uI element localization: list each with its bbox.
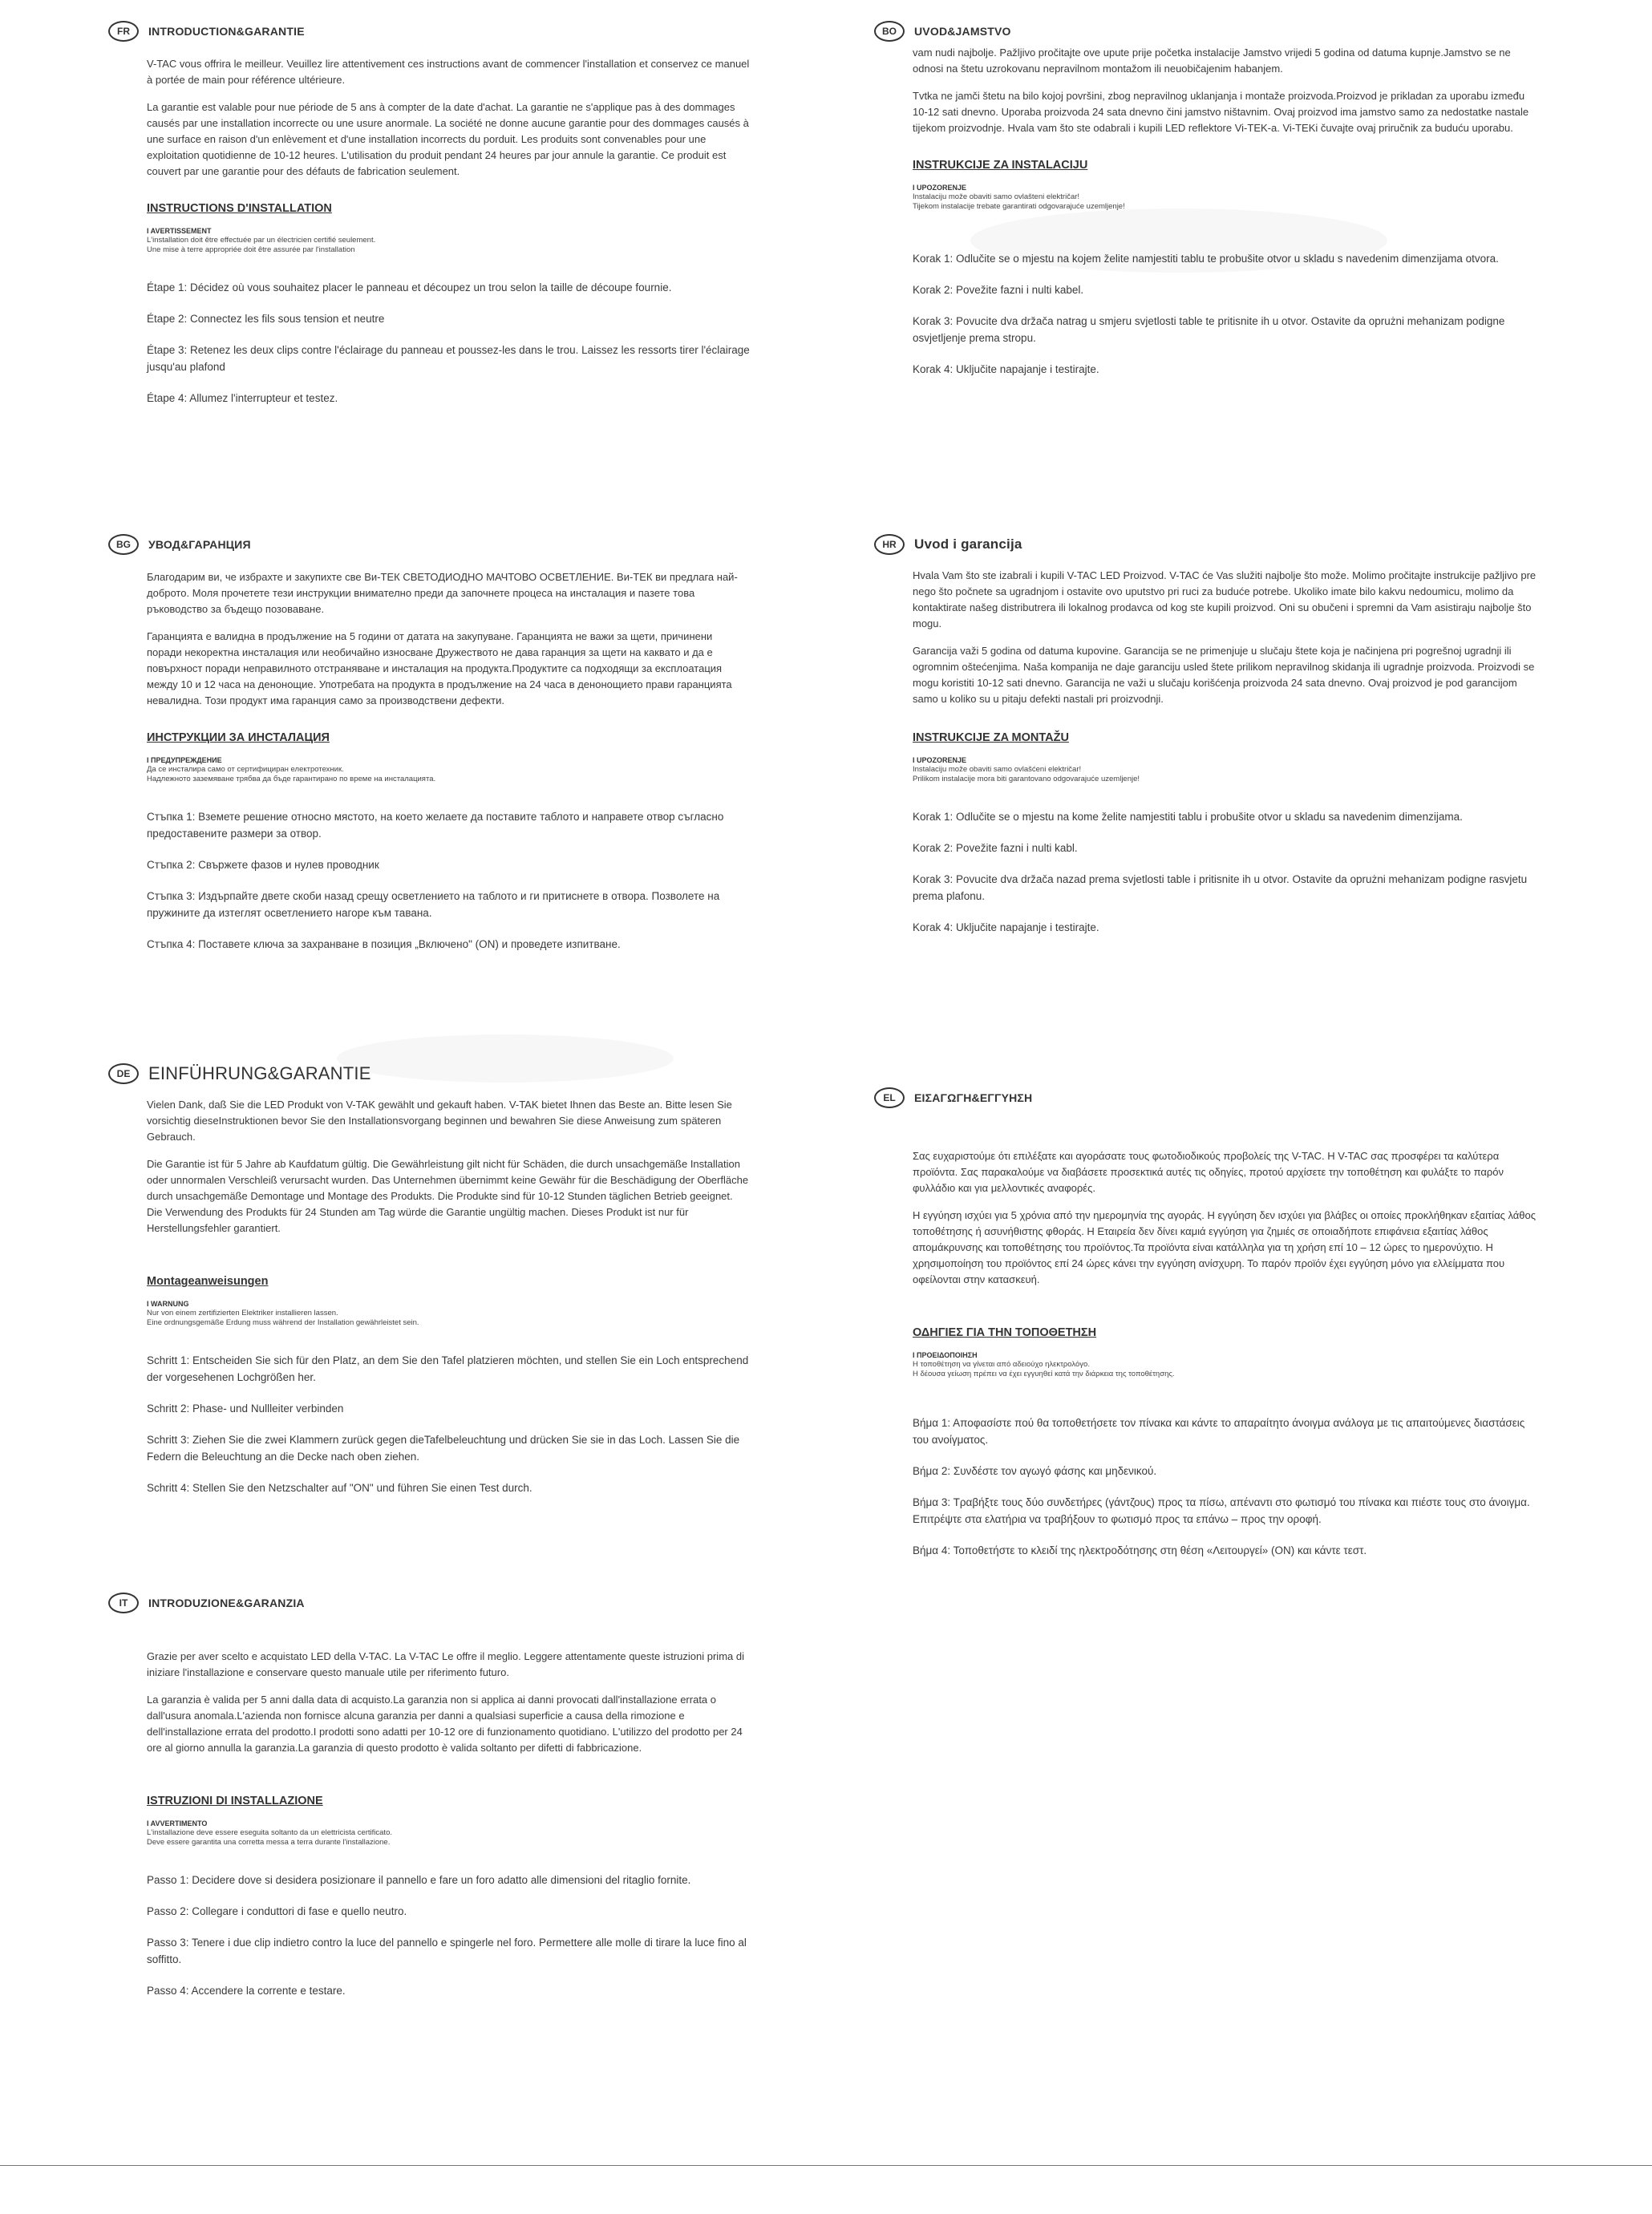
step-1: Passo 1: Decidere dove si desidera posizionare il pannello e fare un foro adatto alle dimensioni del ritaglio fornite.: [147, 1874, 691, 1886]
step-3: Korak 3: Povucite dva držača nazad prema svjetlosti table i pritisnite ih u otvor. Ostavite da oprużni mehanizam podigne rasvjetu prema plafonu.: [913, 873, 1528, 902]
warning-title: I ΠΡΟΕΙΔΟΠΟΙΗΣΗ: [913, 1351, 978, 1359]
warning-box: [147, 1819, 750, 1848]
step-4: Korak 4: Uključite napajanje i testirajte.: [913, 921, 1099, 933]
warning-line: Instalaciju može obaviti samo ovlašteni električar!: [913, 192, 1080, 201]
warning-box: [147, 226, 750, 255]
warranty-paragraph: La garanzia è valida per 5 anni dalla data di acquisto.La garanzia non si applica ai danni provocati dall'installazione errata o dall'usura anomala.L'azienda non fornisce alcuna garanzia per danni a qualsiasi superficie a causa della rimozione e dell'installazione errata del prodotto.I prodotti sono adatti per 10-12 ore di funzionamento quotidiano. L'utilizzo del prodotto per 24 ore al giorno annulla la garanzia.La garanzia di questo prodotto è valida soltanto per difetti di fabbricazione.: [147, 1694, 743, 1754]
warning-line: Prilikom instalacije mora biti garantovano odgovarajuće uzemljenje!: [913, 775, 1140, 783]
section-title: INTRODUZIONE&GARANZIA: [148, 1597, 305, 1609]
warning-line: L'installation doit être effectuée par un électricien certifié seulement.: [147, 236, 376, 245]
installation-heading: Montageanweisungen: [147, 1275, 269, 1288]
step-4: Étape 4: Allumez l'interrupteur et testez.: [147, 392, 338, 404]
warning-line: Nur von einem zertifizierten Elektriker installieren lassen.: [147, 1309, 338, 1317]
intro-paragraph: Grazie per aver scelto e acquistato LED della V-TAC. La V-TAC Le offre il meglio. Leggere attentamente queste istruzioni prima di iniziare l'installazione e conservare questo manuale utile per riferimento futuro.: [147, 1650, 744, 1678]
step-4: Korak 4: Uključite napajanje i testirajte.: [913, 363, 1099, 375]
warning-line: Η τοποθέτηση να γίνεται από αδειούχο ηλεκτρολόγο.: [913, 1360, 1090, 1369]
step-2: Korak 2: Povežite fazni i nulti kabel.: [913, 284, 1084, 296]
step-4: Schritt 4: Stellen Sie den Netzschalter auf "ON" und führen Sie einen Test durch.: [147, 1482, 532, 1494]
section-bo: [874, 18, 1540, 392]
installation-heading: ИНСТРУКЦИИ ЗА ИНСТАЛАЦИЯ: [147, 731, 330, 744]
section-de: [108, 1060, 750, 1511]
warning-box: [147, 755, 750, 784]
section-title: ΕΙΣΑΓΩΓΗ&ΕΓΓΥΗΣΗ: [914, 1091, 1033, 1104]
warning-box: [913, 755, 1540, 784]
section-header: [874, 531, 1540, 558]
intro-paragraph: Vielen Dank, daß Sie die LED Produkt von V-TAK gewählt und gekauft haben. V-TAK bietet Ihnen das Beste an. Bitte lesen Sie vorsichtig dieseInstruktionen bevor Sie den Installationsvorgang beginnen und bewahren Sie diese Anweisung zum späteren Gebrauch.: [147, 1099, 732, 1143]
intro-paragraph: Hvala Vam što ste izabrali i kupili V-TAC LED Proizvod. V-TAC će Vas služiti najbolje što može. Molimo pročitajte instrukcije pažljivo pre nego što počnete sa ugradnjom i ostavite ovo uputstvo pri ruci za buduće potrebe. Ukoliko imate bilo kakvu nedoumicu, molimo da kontaktirate našeg distributrera ili lokalnog prodavca od kog ste kupili proizvod. Oni su obučeni i spremni da Vam asistiraju najbolje što mogu.: [913, 569, 1537, 629]
section-el: [874, 1084, 1540, 1573]
section-header: [108, 531, 750, 558]
warning-line: L'installazione deve essere eseguita soltanto da un elettricista certificato.: [147, 1828, 392, 1837]
step-2: Βήμα 2: Συνδέστε τον αγωγό φάσης και μηδενικού.: [913, 1465, 1157, 1477]
warning-line: Instalaciju može obaviti samo ovlašćeni električar!: [913, 765, 1082, 774]
warranty-paragraph: Garancija važi 5 godina od datuma kupovine. Garancija se ne primenjuje u slučaju štete koja je načinjena pri pogrešnoj ugradnji ili ogromnim oštećenjima. Naša kompanija ne daje garanciju usled štete prilikom nepravilnog skidanja ili ugradnje proizvoda. Proizvodi se mogu koristiti 10-12 sati dnevno. Garancija ne važi u slučaju korišćenja proizvoda 24 sata dnevno. Ovaj proizvod je pod garancijom samo u koliko su u pitaju defekti nastali pri proizvodnji.: [913, 645, 1535, 705]
step-1: Βήμα 1: Αποφασίστε πού θα τοποθετήσετε τον πίνακα και κάντε το απαραίτητο άνοιγμα ανάλογα με τις απαιτούμενες διαστάσεις του ανοίγματος.: [913, 1417, 1525, 1446]
section-header: [108, 18, 750, 45]
language-badge-hr: HR: [874, 534, 905, 555]
step-3: Korak 3: Povucite dva držača natrag u smjeru svjetlosti table te pritisnite ih u otvor. Ostavite da oprużni mehanizam podigne osvjetljenje prema stropu.: [913, 315, 1505, 344]
installation-heading: ΟΔΗΓΙΕΣ ΓΙΑ ΤΗΝ ΤΟΠΟΘΕΤΗΣΗ: [913, 1326, 1097, 1339]
language-badge-it: IT: [108, 1593, 139, 1613]
installation-heading: ISTRUZIONI DI INSTALLAZIONE: [147, 1795, 323, 1807]
warning-title: I WARNUNG: [147, 1300, 189, 1308]
step-1: Korak 1: Odlučite se o mjestu na kome želite namjestiti tablu i probušite otvor u skladu sa navedenim dimenzijama.: [913, 811, 1463, 823]
intro-paragraph: vam nudi najbolje. Pažljivo pročitajte ove upute prije početka instalacije Jamstvo vrijedi 5 godina od datuma kupnje.Jamstvo se ne odnosi na štetu uzrokovanu nepravilnom montažom ili neuobičajenim habanjem.: [913, 47, 1511, 75]
step-1: Étape 1: Décidez où vous souhaitez placer le panneau et découpez un trou selon la taille de découpe fournie.: [147, 281, 672, 293]
section-title: EINFÜHRUNG&GARANTIE: [148, 1063, 371, 1083]
section-hr: [874, 531, 1540, 950]
language-badge-fr: FR: [108, 21, 139, 42]
step-2: Schritt 2: Phase- und Nullleiter verbinden: [147, 1402, 344, 1415]
step-1: Schritt 1: Entscheiden Sie sich für den Platz, an dem Sie den Tafel platzieren möchten, und stellen Sie ein Loch entsprechend der vorgesehenen Lochgrößen her.: [147, 1354, 749, 1383]
section-it: [108, 1589, 750, 2014]
step-1: Стъпка 1: Вземете решение относно мястото, на което желаете да поставите таблото и направете отвор съгласно предоставените размери за отвор.: [147, 811, 724, 840]
section-bg: [108, 531, 750, 967]
section-header: [874, 1084, 1540, 1111]
step-2: Стъпка 2: Свържете фазов и нулев проводник: [147, 859, 379, 871]
section-header: [108, 1060, 750, 1087]
warranty-paragraph: La garantie est valable pour nue période de 5 ans à compter de la date d'achat. La garantie ne s'applique pas à des dommages causés par une installation incorrecte ou une usure anormale. La société ne donne aucune garantie pour des dommages causés à une surface en raison d'un enlèvement et d'une installation incorrects du porduit. Les produits sont convenables pour une exploitation quotidienne de 10-12 heures. L'utilisation du produit pendant 24 heures par jour annule la garantie. Ce produit est couvert par une garantie pour des défauts de fabrication seulement.: [147, 101, 749, 177]
warranty-paragraph: Η εγγύηση ισχύει για 5 χρόνια από την ημερομηνία της αγοράς. Η εγγύηση δεν ισχύει για βλάβες οι οποίες προκλήθηκαν εξαιτίας λάθος τοποθέτησης ή ασυνήθιστης φθοράς. Η Εταιρεία δεν δίνει καμιά εγγύηση για ζημιές σε οποιαδήποτε επιφάνεια εξαιτίας λάθος απομάκρυνσης και τοποθέτησης του προϊόντος.Τα προϊόντα είναι κατάλληλα για τη χρήση επί 10 – 12 ώρες το ημερονύχτιο. Η χρησιμοποίηση του προϊόντος επί 24 ώρες κάνει την εγγύηση ανίσχυρη. Το παρόν προϊόν έχει εγγύηση μόνο για ελλείμματα που οφείλονται στην κατασκευή.: [913, 1209, 1537, 1285]
warning-line: Η δέουσα γείωση πρέπει να έχει εγγυηθεί κατά την διάρκεια της τοποθέτησης.: [913, 1370, 1175, 1378]
language-badge-bo: BO: [874, 21, 905, 42]
language-badge-bg: BG: [108, 534, 139, 555]
installation-heading: INSTRUCTIONS D'INSTALLATION: [147, 202, 332, 215]
section-header: [108, 1589, 750, 1617]
step-3: Стъпка 3: Издърпайте двете скоби назад срещу осветлението на таблото и ги притиснете в отвора. Позволете на пружините да изтеглят осветлението нагоре към тавана.: [147, 890, 720, 919]
section-title: INTRODUCTION&GARANTIE: [148, 25, 305, 38]
step-4: Стъпка 4: Поставете ключа за захранване в позиция „Включено" (ON) и проведете изпитване.: [147, 938, 621, 950]
intro-paragraph: Σας ευχαριστούμε ότι επιλέξατε και αγοράσατε τους φωτοδιοδικούς προβολείς της V-TAC. Η V-TAC σας προσφέρει τα καλύτερα προϊόντα. Σας παρακαλούμε να διαβάσετε προσεκτικά αυτές τις οδηγίες, προτού αρχίσετε την τοποθέτηση και φυλάξτε το παρόν φυλλάδιο και για μελλοντικές αναφορές.: [913, 1150, 1504, 1194]
warning-line: Eine ordnungsgemäße Erdung muss während der Installation gewährleistet sein.: [147, 1318, 419, 1327]
warning-title: I UPOZORENJE: [913, 756, 967, 764]
warning-title: I AVVERTIMENTO: [147, 1819, 208, 1827]
step-4: Passo 4: Accendere la corrente e testare.: [147, 1985, 346, 1997]
footer-divider: [0, 2165, 1652, 2166]
warranty-paragraph: Die Garantie ist für 5 Jahre ab Kaufdatum gültig. Die Gewährleistung gilt nicht für Schäden, die durch unsachgemäße Installation oder unnormalen Verschleiß verursacht wurden. Das Unternehmen übernimmt keine Gewähr für die Beschädigung der Oberfläche durch unsachgemäße Demontage und Montage des Produkts. Die Produkte sind für 10-12 Stunden täglichen Betrieb geeignet. Die Verwendung des Produkts für 24 Stunden am Tag würde die Garantie ungültig machen. Dieses Produkt ist nur für Herstellungsfehler garantiert.: [147, 1158, 749, 1234]
warning-box: [147, 1299, 750, 1328]
warning-title: I AVERTISSEMENT: [147, 227, 212, 235]
step-2: Korak 2: Povežite fazni i nulti kabl.: [913, 842, 1078, 854]
warning-line: Deve essere garantita una corretta messa a terra durante l'installazione.: [147, 1838, 391, 1847]
step-2: Passo 2: Collegare i conduttori di fase e quello neutro.: [147, 1905, 407, 1917]
language-badge-el: EL: [874, 1087, 905, 1108]
language-badge-de: DE: [108, 1063, 139, 1084]
installation-heading: INSTRUKCIJE ZA INSTALACIJU: [913, 159, 1088, 172]
intro-paragraph: Благодарим ви, че избрахте и закупихте све Ви-ТЕК СВЕТОДИОДНО МАЧТОВО ОСВЕТЛЕНИЕ. Ви-ТЕК ви предлага най-доброто. Моля прочетете тези инструкции внимателно преди да започнете процеса на инсталация и пазете това ръководство за бъдещо позоваване.: [147, 571, 738, 615]
warranty-paragraph: Tvtka ne jamči štetu na bilo kojoj površini, zbog nepravilnog uklanjanja i montaže proizvoda.Proizvod je prikladan za uporabu između 10-12 sati dnevno. Uporaba proizvoda 24 sata dnevno čini jamstvo ništavnim. Ovaj proizvod ima jamstvo samo za nedostatke nastale tijekom proizvodnje. Hvala vam što ste odabrali i kupili LED reflektore Vi-TEK-a. Vi-TEKi čuvajte ovaj priručnik za buduću uporabu.: [913, 90, 1529, 134]
step-2: Étape 2: Connectez les fils sous tension et neutre: [147, 313, 385, 325]
section-title: Uvod i garancija: [914, 536, 1022, 552]
warning-line: Tijekom instalacije trebate garantirati odgovarajuće uzemljenje!: [913, 202, 1125, 211]
step-3: Βήμα 3: Τραβήξτε τους δύο συνδετήρες (γάντζους) προς τα πίσω, απέναντι στο φωτισμό του πίνακα και πιέστε τους στο άνοιγμα. Επιτρέψτε στα ελατήρια να τραβήξουν το φωτισμό προς τα επάνω – προς την οροφή.: [913, 1496, 1530, 1525]
warning-title: I UPOZORENJE: [913, 184, 967, 192]
warranty-paragraph: Гаранцията е валидна в продължение на 5 години от датата на закупуване. Гаранцията не важи за щети, причинени поради некоректна инсталация или необичайно износване Дружеството не дава гаранция за щети на каквато и да е повърхност поради неправилното отстраняване и инсталация на продукта.Продуктите са подходящи за експлоатация между 10 и 12 часа на денонощие. Употребата на продукта в продължение на 24 часа в денонощието прави гаранцията невалидна. Този продукт има гаранция само за производствени дефекти.: [147, 630, 732, 706]
warning-box: [913, 1350, 1540, 1379]
step-3: Passo 3: Tenere i due clip indietro contro la luce del pannello e spingerle nel foro. Permettere alle molle di tirare la luce fino al soffitto.: [147, 1937, 747, 1965]
intro-paragraph: V-TAC vous offrira le meilleur. Veuillez lire attentivement ces instructions avant de commencer l'installation et conservez ce manuel à portée de main pour référence ultérieure.: [147, 58, 750, 86]
step-3: Étape 3: Retenez les deux clips contre l'éclairage du panneau et poussez-les dans le trou. Laissez les ressorts tirer l'éclairage jusqu'au plafond: [147, 344, 750, 373]
step-3: Schritt 3: Ziehen Sie die zwei Klammern zurück gegen dieTafelbeleuchtung und drücken Sie sie in das Loch. Lassen Sie die Federn die Beleuchtung an die Decke nach oben ziehen.: [147, 1434, 740, 1463]
section-fr: [108, 18, 750, 421]
warning-line: Une mise à terre appropriée doit être assurée par l'installation: [147, 245, 355, 254]
section-title: UVOD&JAMSTVO: [914, 25, 1011, 38]
warning-box: [913, 183, 1540, 212]
section-title: УВОД&ГАРАНЦИЯ: [148, 538, 251, 551]
step-4: Βήμα 4: Τοποθετήστε το κλειδί της ηλεκτροδότησης στη θέση «Λειτουργεί» (ON) και κάντε τεστ.: [913, 1544, 1367, 1556]
warning-line: Да се инсталира само от сертифициран електротехник.: [147, 765, 344, 774]
warning-title: I ПРЕДУПРЕЖДЕНИЕ: [147, 756, 222, 764]
installation-heading: INSTRUKCIJE ZA MONTAŽU: [913, 731, 1069, 744]
warning-line: Надлежното заземяване трябва да бъде гарантирано по време на инсталацията.: [147, 775, 436, 783]
step-1: Korak 1: Odlučite se o mjestu na kojem želite namjestiti tablu te probušite otvor u skladu s navedenim dimenzijama otvora.: [913, 253, 1499, 265]
section-header: [874, 18, 1540, 45]
